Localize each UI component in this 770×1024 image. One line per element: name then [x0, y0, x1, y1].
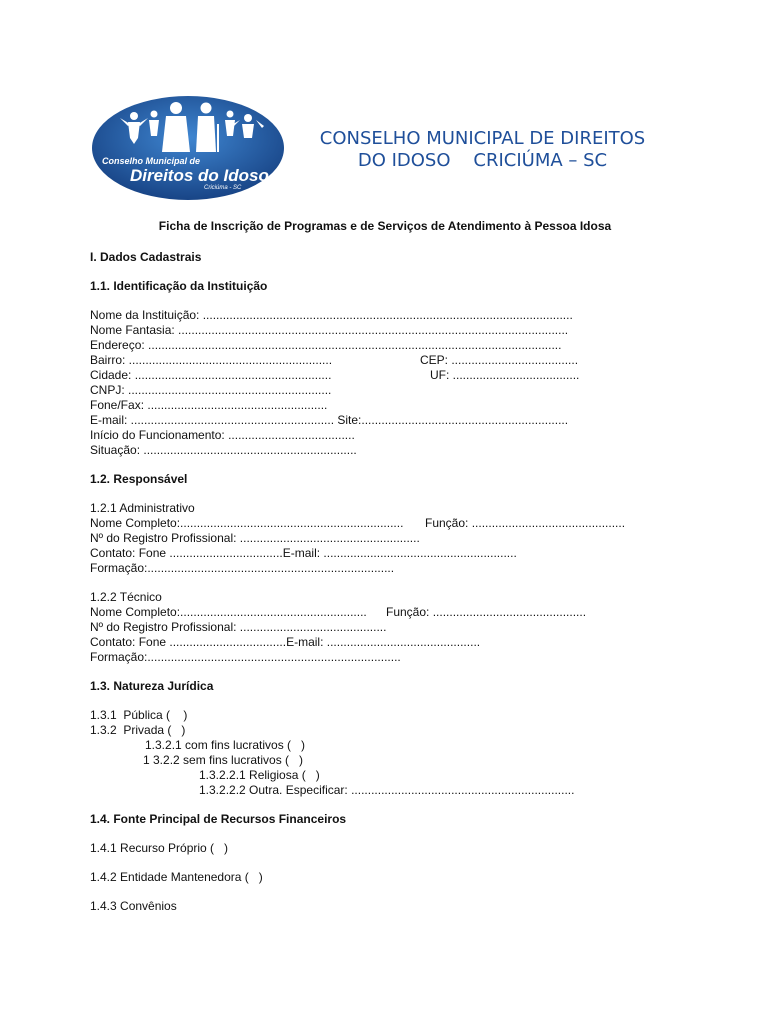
tec-formacao-field: Formação:............................................................................ — [90, 650, 401, 664]
tec-nome-row — [90, 605, 690, 620]
bairro-row — [90, 353, 690, 368]
bairro-field: Bairro: ............................................................. — [90, 353, 333, 367]
com-fins-option: 1.3.2.1 com fins lucrativos ( ) — [145, 738, 306, 752]
title-line1: CONSELHO MUNICIPAL DE DIREITOS — [319, 128, 646, 149]
tec-contato-field: Contato: Fone ...................................E-mail: .............................................. — [90, 635, 481, 649]
cep-field: CEP: ...................................... — [420, 353, 579, 367]
nome-fantasia-field: Nome Fantasia: ..................................................................................................................... — [90, 323, 569, 337]
mantenedora-option: 1.4.2 Entidade Mantenedora ( ) — [90, 870, 263, 884]
form-content — [90, 250, 690, 914]
sem-fins-option: 1 3.2.2 sem fins lucrativos ( ) — [143, 753, 304, 767]
adm-nome-row — [90, 516, 690, 531]
tec-registro-field: Nº do Registro Profissional: ............................................ — [90, 620, 387, 634]
title-line2: DO IDOSO CRICIÚMA – SC — [357, 150, 608, 171]
recurso-proprio-option: 1.4.1 Recurso Próprio ( ) — [90, 841, 229, 855]
endereco-field: Endereço: ............................................................................................................................ — [90, 338, 562, 352]
tec-title: 1.2.2 Técnico — [90, 590, 162, 604]
inicio-field: Início do Funcionamento: ...................................... — [90, 428, 355, 442]
subsection-title: 1.2. Responsável — [90, 472, 188, 486]
fonefax-field: Fone/Fax: ...................................................... — [90, 398, 328, 412]
adm-formacao-field: Formação:.......................................................................... — [90, 561, 395, 575]
email-site-field: E-mail: ............................................................. Site:.............................................................. — [90, 413, 569, 427]
adm-title: 1.2.1 Administrativo — [90, 501, 195, 515]
adm-registro-field: Nº do Registro Profissional: ...................................................... — [90, 531, 420, 545]
document-title: Ficha de Inscrição de Programas e de Serviços de Atendimento à Pessoa Idosa — [158, 219, 612, 233]
adm-funcao-field: Função: .............................................. — [425, 516, 626, 530]
logo-text-line3: Criciúma - SC — [204, 185, 242, 191]
publica-option: 1.3.1 Pública ( ) — [90, 708, 188, 722]
adm-contato-field: Contato: Fone ..................................E-mail: .......................................................... — [90, 546, 517, 560]
uf-field: UF: ...................................... — [430, 368, 580, 382]
cnpj-field: CNPJ: ............................................................. — [90, 383, 332, 397]
cidade-field: Cidade: ........................................................... — [90, 368, 332, 382]
privada-option: 1.3.2 Privada ( ) — [90, 723, 186, 737]
nome-instituicao-field: Nome da Instituição: ............................................................................................................... — [90, 308, 573, 322]
outra-option: 1.3.2.2.2 Outra. Especificar: ................................................................... — [199, 783, 575, 797]
adm-nome-field: Nome Completo:................................................................... — [90, 516, 404, 530]
subsection-title: 1.1. Identificação da Instituição — [90, 279, 268, 293]
subsection-title: 1.4. Fonte Principal de Recursos Financeiros — [90, 812, 347, 826]
section-title: I. Dados Cadastrais — [90, 250, 202, 264]
tec-funcao-field: Função: .............................................. — [386, 605, 587, 619]
tec-nome-field: Nome Completo:........................................................ — [90, 605, 367, 619]
logo-text-line1: Conselho Municipal de — [102, 156, 201, 166]
logo-text-line2: Direitos do Idoso — [130, 166, 269, 185]
subsection-title: 1.3. Natureza Jurídica — [90, 679, 214, 693]
page-title — [300, 128, 665, 172]
religiosa-option: 1.3.2.2.1 Religiosa ( ) — [199, 768, 320, 782]
situacao-field: Situação: ................................................................ — [90, 443, 357, 457]
cidade-row — [90, 368, 690, 383]
council-logo — [90, 94, 286, 202]
convenios-option: 1.4.3 Convênios — [90, 899, 177, 913]
